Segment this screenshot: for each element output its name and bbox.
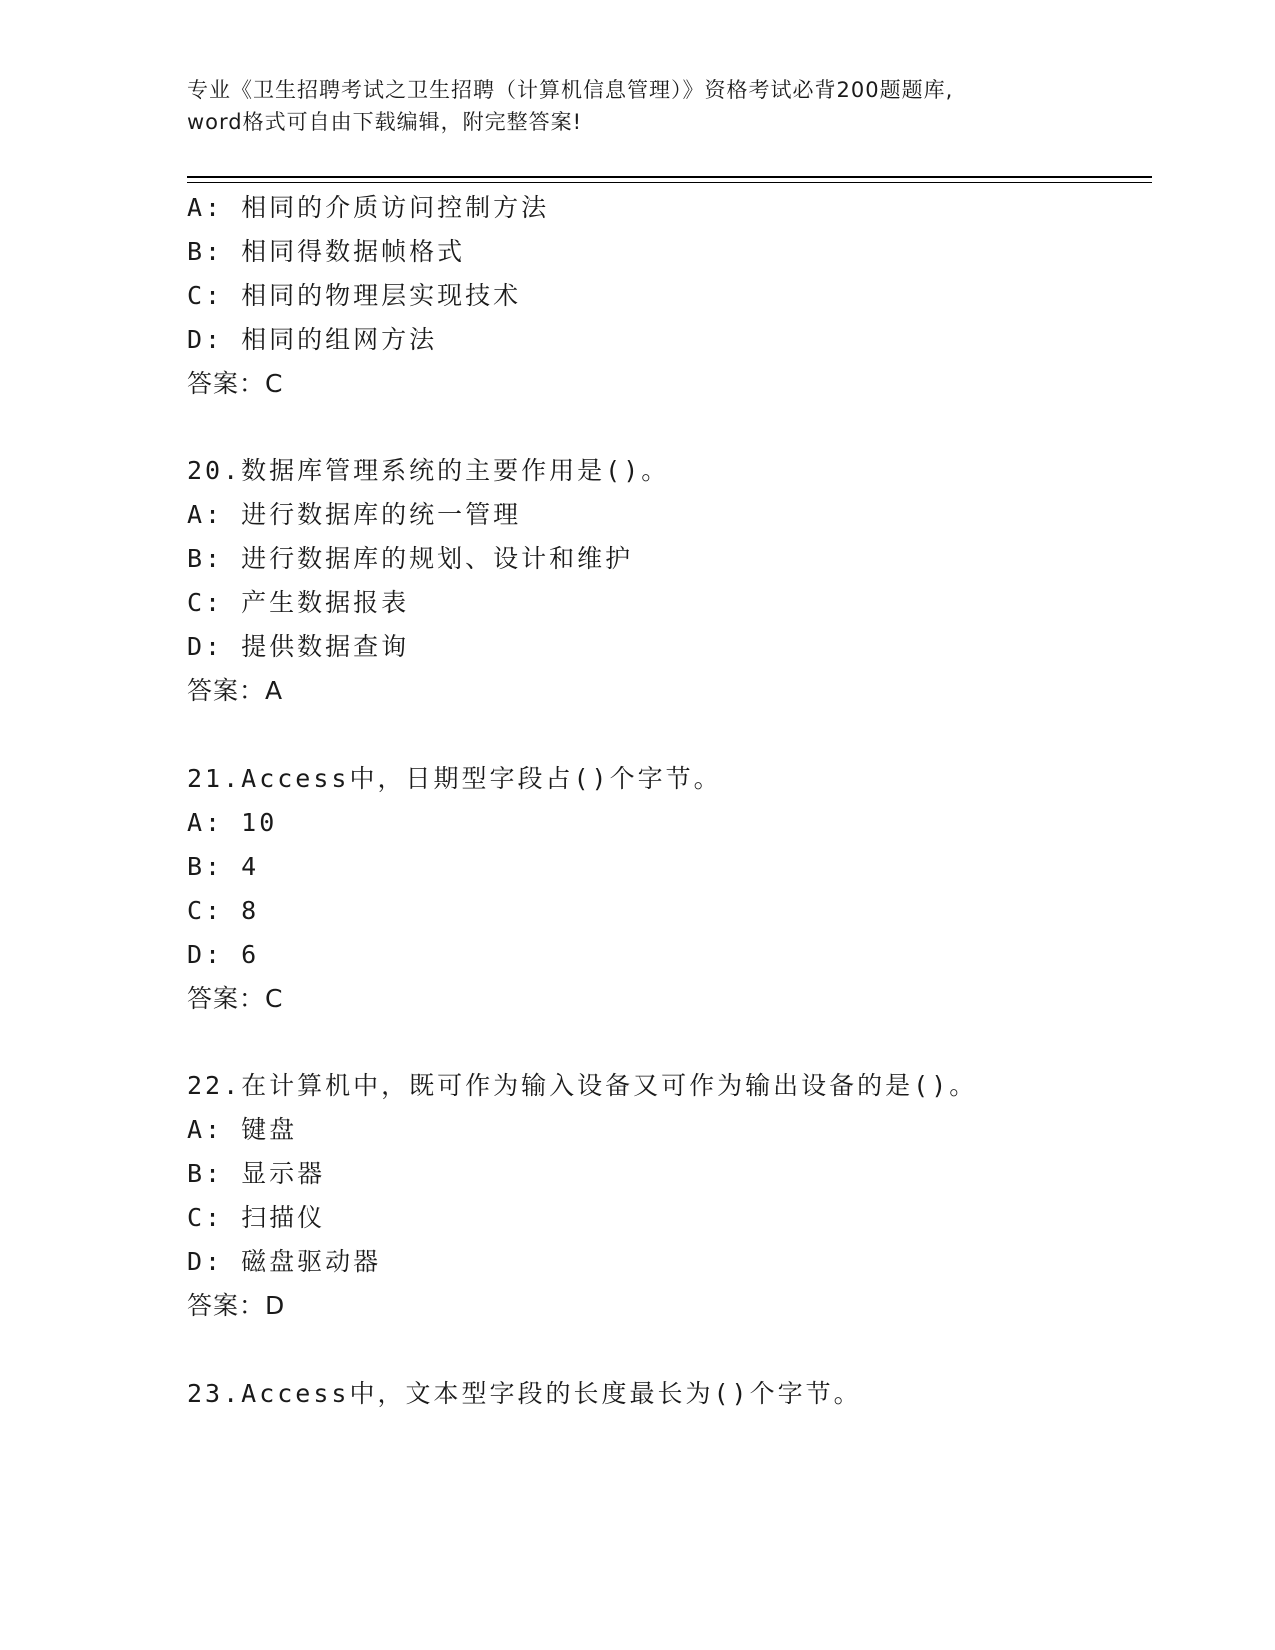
- header-line-1: 专业《卫生招聘考试之卫生招聘（计算机信息管理）》资格考试必背200题题库,: [187, 78, 954, 102]
- q22-option-d: D: 磁盘驱动器: [187, 1247, 382, 1276]
- q19-answer: 答案：C: [187, 369, 284, 398]
- q20-option-d: D: 提供数据查询: [187, 632, 410, 661]
- q22-option-c: C: 扫描仪: [187, 1203, 326, 1232]
- header-rule-thin: [187, 182, 1152, 183]
- q21-question: 21.Access中，日期型字段占()个字节。: [187, 764, 722, 793]
- header-rule-thick: [187, 176, 1152, 178]
- q20-option-b: B: 进行数据库的规划、设计和维护: [187, 544, 634, 573]
- header-line-2: word格式可自由下载编辑，附完整答案!: [187, 110, 583, 134]
- q20-question: 20.数据库管理系统的主要作用是()。: [187, 456, 670, 485]
- q19-option-b: B: 相同得数据帧格式: [187, 237, 466, 266]
- q20-answer: 答案：A: [187, 676, 284, 705]
- q22-question: 22.在计算机中，既可作为输入设备又可作为输出设备的是()。: [187, 1071, 978, 1100]
- q21-option-c: C: 8: [187, 896, 260, 925]
- q21-answer: 答案：C: [187, 984, 284, 1013]
- q21-option-b: B: 4: [187, 852, 260, 881]
- document-header: [187, 74, 1087, 138]
- q19-option-d: D: 相同的组网方法: [187, 325, 438, 354]
- q20-option-c: C: 产生数据报表: [187, 588, 410, 617]
- q19-option-c: C: 相同的物理层实现技术: [187, 281, 522, 310]
- q20-option-a: A: 进行数据库的统一管理: [187, 500, 522, 529]
- q21-option-a: A: 10: [187, 808, 278, 837]
- q23-question: 23.Access中，文本型字段的长度最长为()个字节。: [187, 1379, 862, 1408]
- q22-option-a: A: 键盘: [187, 1115, 298, 1144]
- q22-answer: 答案：D: [187, 1291, 286, 1320]
- q22-option-b: B: 显示器: [187, 1159, 326, 1188]
- q19-option-a: A: 相同的介质访问控制方法: [187, 193, 550, 222]
- q21-option-d: D: 6: [187, 940, 260, 969]
